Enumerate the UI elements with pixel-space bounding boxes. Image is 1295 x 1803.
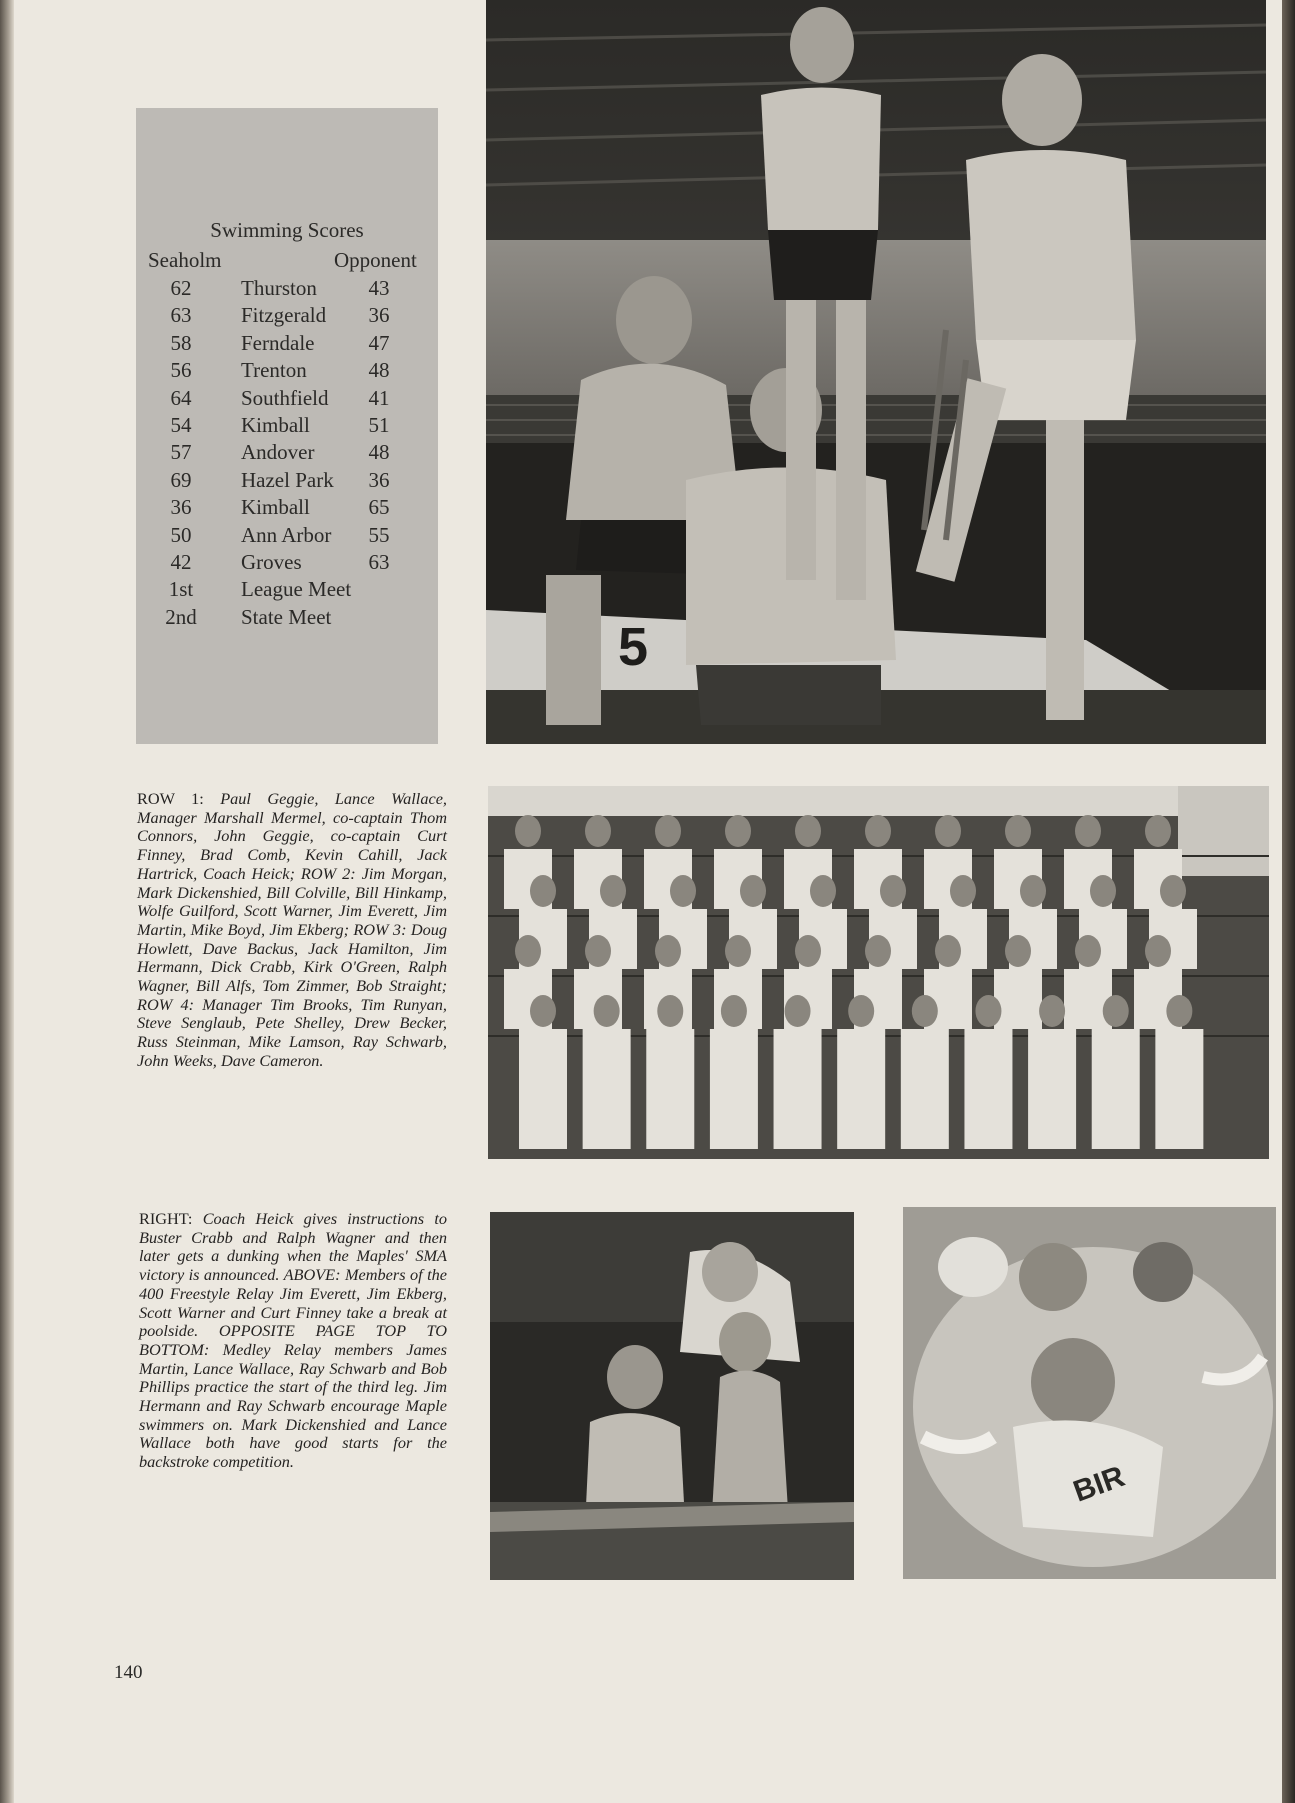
score-row	[136, 276, 438, 303]
photo-coach-dunking	[903, 1207, 1276, 1579]
scores-header-home: Seaholm	[148, 248, 222, 272]
team-member-body	[583, 1029, 631, 1149]
page-number: 140	[114, 1662, 143, 1683]
team-member-head	[655, 935, 681, 967]
team-member-head	[935, 935, 961, 967]
team-member-head	[530, 995, 556, 1027]
score-opponent-name: Southfield	[241, 385, 329, 410]
team-member-head	[515, 815, 541, 847]
team-member-head	[975, 995, 1001, 1027]
score-row	[136, 386, 438, 413]
team-member-head	[721, 995, 747, 1027]
team-member-head	[740, 875, 766, 907]
photo-relay-swimmers	[486, 0, 1266, 744]
photo-caption-lead: RIGHT:	[139, 1209, 193, 1228]
team-member-body	[1092, 1029, 1140, 1149]
score-seaholm: 42	[170, 550, 192, 574]
score-opponent-name: League Meet	[241, 577, 352, 602]
team-member-head	[880, 875, 906, 907]
score-opponent: 48	[368, 358, 390, 383]
team-member-head	[585, 935, 611, 967]
score-seaholm: 58	[170, 330, 192, 355]
score-row	[136, 413, 438, 440]
scores-title: Swimming Scores	[210, 218, 364, 242]
score-opponent-name: Thurston	[241, 276, 317, 300]
score-opponent-name: Andover	[241, 440, 315, 465]
team-member-head	[1160, 875, 1186, 907]
score-opponent: 41	[368, 385, 390, 410]
photo-coach-instructions	[490, 1212, 854, 1580]
score-row	[136, 577, 438, 604]
score-opponent-name: Fitzgerald	[241, 303, 327, 328]
score-row	[136, 605, 438, 632]
team-member-head	[912, 995, 938, 1027]
team-member-head	[657, 995, 683, 1027]
score-opponent: 47	[368, 330, 390, 355]
team-member-head	[810, 875, 836, 907]
score-row	[136, 523, 438, 550]
score-opponent: 51	[368, 413, 390, 437]
team-member-head	[1039, 995, 1065, 1027]
team-member-body	[710, 1029, 758, 1149]
lane-number: 5	[618, 617, 649, 677]
score-opponent: 48	[368, 440, 390, 465]
score-seaholm: 62	[170, 276, 192, 300]
team-member-head	[848, 995, 874, 1027]
team-member-head	[1166, 995, 1192, 1027]
score-opponent-name: Groves	[241, 550, 302, 574]
score-opponent: 65	[368, 495, 390, 520]
score-seaholm: 56	[170, 358, 192, 383]
page-edge	[1282, 0, 1295, 1803]
team-member-head	[1145, 935, 1171, 967]
score-seaholm: 69	[170, 467, 192, 492]
team-member-body	[1064, 969, 1112, 1029]
team-member-head	[795, 815, 821, 847]
score-opponent-name: Hazel Park	[241, 467, 334, 492]
score-seaholm: 2nd	[165, 604, 197, 629]
team-member-body	[964, 1029, 1012, 1149]
swimming-scores-box	[136, 108, 438, 744]
team-member-body	[901, 1029, 949, 1149]
team-member-head	[865, 815, 891, 847]
team-member-body	[774, 1029, 822, 1149]
score-opponent-name: Ann Arbor	[241, 522, 332, 547]
score-opponent: 36	[368, 303, 390, 328]
score-seaholm: 1st	[168, 577, 194, 602]
team-member-head	[655, 815, 681, 847]
shirt-lettering: BIR	[1069, 1459, 1129, 1509]
score-row	[136, 303, 438, 330]
team-member-head	[935, 815, 961, 847]
score-seaholm: 64	[170, 385, 192, 410]
team-member-head	[1075, 815, 1101, 847]
team-member-head	[1075, 935, 1101, 967]
score-row	[136, 440, 438, 467]
score-row	[136, 358, 438, 385]
team-roster-caption	[137, 790, 447, 1071]
team-member-head	[530, 875, 556, 907]
score-opponent-name: Ferndale	[241, 330, 315, 355]
team-member-head	[950, 875, 976, 907]
score-seaholm: 63	[170, 303, 192, 328]
score-seaholm: 57	[170, 440, 192, 465]
team-member-head	[1020, 875, 1046, 907]
team-member-body	[994, 969, 1042, 1029]
photo-swim-team	[488, 786, 1269, 1159]
scores-header-opponent: Opponent	[334, 248, 417, 272]
score-opponent: 63	[368, 550, 390, 574]
team-member-head	[725, 935, 751, 967]
page-binding	[0, 0, 14, 1803]
team-member-head	[670, 875, 696, 907]
score-row	[136, 331, 438, 358]
team-member-body	[1155, 1029, 1203, 1149]
team-member-head	[585, 815, 611, 847]
team-member-head	[1103, 995, 1129, 1027]
score-opponent: 36	[368, 467, 390, 492]
score-seaholm: 54	[170, 413, 192, 437]
team-member-head	[515, 935, 541, 967]
team-member-head	[594, 995, 620, 1027]
team-member-head	[600, 875, 626, 907]
team-member-head	[1145, 815, 1171, 847]
team-member-body	[646, 1029, 694, 1149]
photo-caption-text: Coach Heick gives instructions to Buster Crabb and Ralph Wagner and then later gets a dunking when the Maples' SMA victory is announced. ABOVE: Members of the 400 Freestyle Relay Jim Everett, Jim Ekberg, Scott Warner and Curt Finney take a break at poolside. OPPOSITE PAGE TOP TO BOTTOM: Medley Relay members James Martin, Lance Wallace, Ray Schwarb and Bob Phillips practice the start of the third leg. Jim Hermann and Ray Schwarb encourage Maple swimmers on. Mark Dickenshied and Lance Wallace both have good starts for the backstroke competition.	[139, 1209, 447, 1472]
score-opponent: 43	[368, 276, 390, 300]
team-member-head	[1005, 935, 1031, 967]
team-caption-text: Paul Geggie, Lance Wallace, Manager Marshall Mermel, co-captain Thom Connors, John Geggie, co-captain Curt Finney, Brad Comb, Kevin Cahill, Jack Hartrick, Coach Heick; ROW 2: Jim Morgan, Mark Dickenshied, Bill Colville, Bill Hinkamp, Wolfe Guilford, Scott Warner, Jim Everett, Jim Martin, Mike Boyd, Jim Ekberg; ROW 3: Doug Howlett, Dave Backus, Jack Hamilton, Jim Hermann, Dick Crabb, Kirk O'Green, Ralph Wagner, Bill Alfs, Tom Zimmer, Bob Straight; ROW 4: Manager Tim Brooks, Tim Runyan, Steve Senglaub, Pete Shelley, Drew Becker, Russ Steinman, Mike Lamson, Ray Schwarb, John Weeks, Dave Cameron.	[137, 789, 447, 1070]
score-seaholm: 50	[170, 522, 192, 547]
team-caption-lead: ROW 1:	[137, 789, 204, 808]
team-member-head	[865, 935, 891, 967]
team-member-head	[785, 995, 811, 1027]
score-opponent: 55	[368, 522, 390, 547]
team-member-head	[1005, 815, 1031, 847]
score-opponent-name: Kimball	[241, 413, 310, 437]
team-member-body	[1028, 1029, 1076, 1149]
score-row	[136, 550, 438, 577]
score-row	[136, 468, 438, 495]
team-member-head	[1090, 875, 1116, 907]
photo-caption	[139, 1210, 447, 1472]
team-member-body	[837, 1029, 885, 1149]
team-member-head	[725, 815, 751, 847]
team-member-body	[519, 1029, 567, 1149]
team-member-head	[795, 935, 821, 967]
score-seaholm: 36	[170, 495, 192, 520]
score-opponent-name: Kimball	[241, 495, 310, 520]
score-row	[136, 495, 438, 522]
score-opponent-name: Trenton	[241, 358, 307, 383]
score-opponent-name: State Meet	[241, 604, 332, 629]
